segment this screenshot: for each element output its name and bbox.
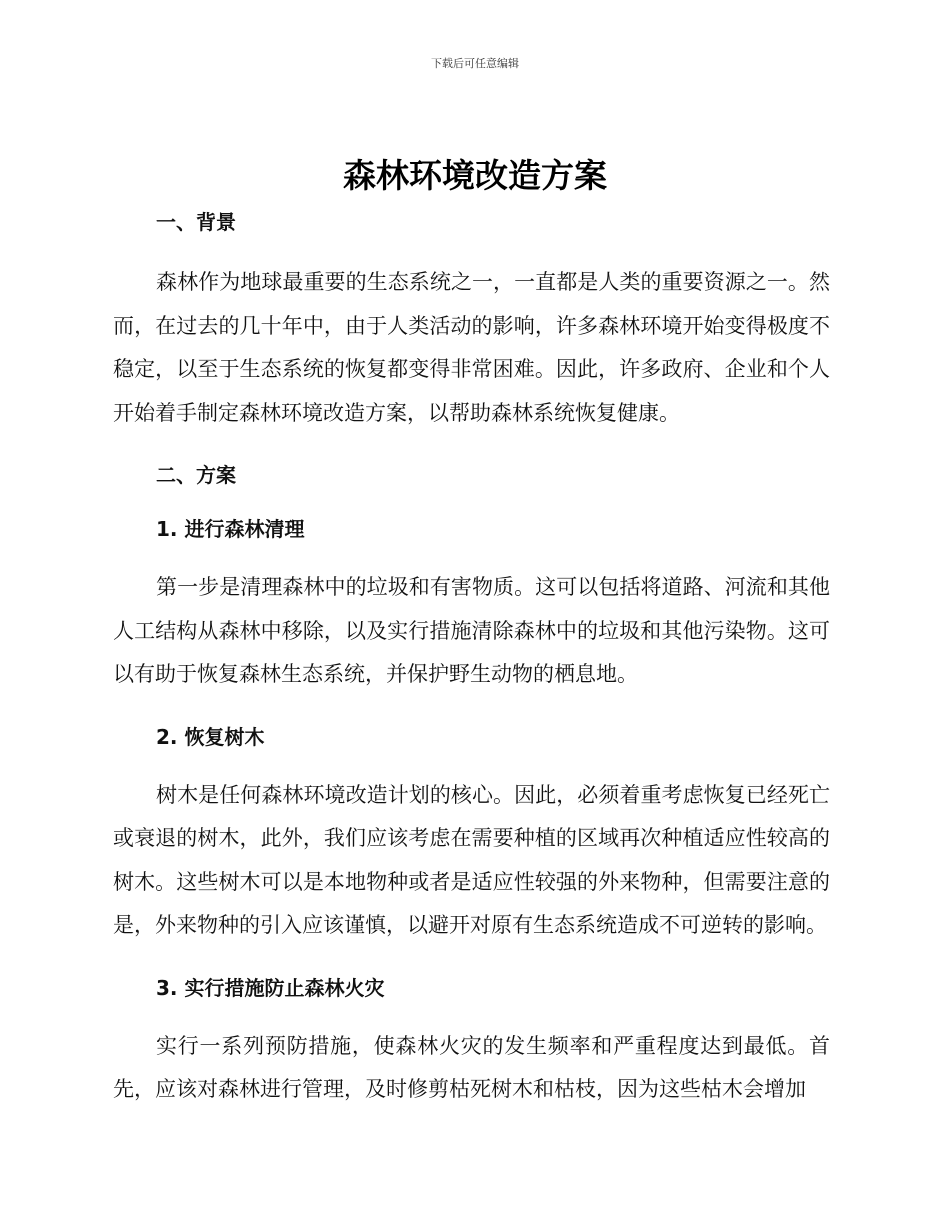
section-heading-background: 一、背景 [156,210,236,234]
page-header-note: 下载后可任意编辑 [431,57,519,70]
paragraph-background: 森林作为地球最重要的生态系统之一，一直都是人类的重要资源之一。然而，在过去的几十年中，由于人类活动的影响，许多森林环境开始变得极度不稳定，以至于生态系统的恢复都变得非常困难。因此，许多政府、企业和个人开始着手制定森林环境改造方案，以帮助森林系统恢复健康。 [113,270,830,425]
subsection-heading-clean-forest: 1. 进行森林清理 [156,517,305,541]
section-heading-plan: 二、方案 [156,463,236,487]
subsection-heading-fire-prevention: 3. 实行措施防止森林火灾 [156,975,385,1000]
paragraph-clean-forest: 第一步是清理森林中的垃圾和有害物质。这可以包括将道路、河流和其他人工结构从森林中移除，以及实行措施清除森林中的垃圾和其他污染物。这可以有助于恢复森林生态系统，并保护野生动物的栖息地。 [113,575,830,686]
paragraph-restore-trees: 树木是任何森林环境改造计划的核心。因此，必须着重考虑恢复已经死亡或衰退的树木，此外，我们应该考虑在需要种植的区域再次种植适应性较高的树木。这些树木可以是本地物种或者是适应性较强的外来物种，但需要注意的是，外来物种的引入应该谨慎，以避开对原有生态系统造成不可逆转的影响。 [113,782,830,937]
document-title: 森林环境改造方案 [343,156,607,195]
paragraph-fire-prevention: 实行一系列预防措施，使森林火灾的发生频率和严重程度达到最低。首先，应该对森林进行管理，及时修剪枯死树木和枯枝，因为这些枯木会增加 [113,1033,830,1101]
subsection-heading-restore-trees: 2. 恢复树木 [156,724,265,749]
document-body [113,200,830,1112]
